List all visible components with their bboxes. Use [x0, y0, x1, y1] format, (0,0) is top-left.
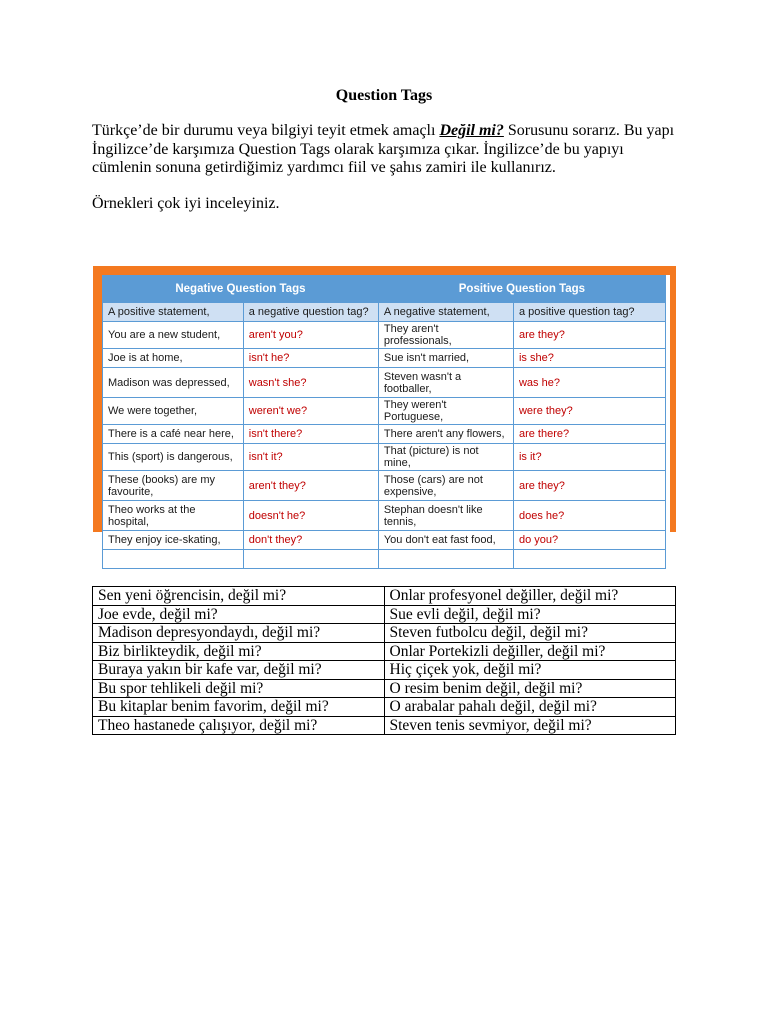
page-title: Question Tags	[335, 87, 433, 104]
tag-cell: aren't you?	[243, 322, 378, 349]
tag-cell: isn't it?	[243, 444, 378, 471]
tag-cell: aren't they?	[243, 471, 378, 501]
statement-cell: We were together,	[103, 398, 244, 425]
translation-cell: O resim benim değil, değil mi?	[384, 679, 676, 698]
translation-row	[93, 587, 676, 606]
translation-cell: Onlar profesyonel değiller, değil mi?	[384, 587, 676, 606]
intro-text-2: Sorusunu sorarız. Bu yapı İngilizce’de karşımıza Question Tags olarak karşımıza çıkar. İngilizce’de bu yapıyı cümlenin sonuna getirdiğimiz yardımcı fiil ve şahıs zamiri ile kullanırız.	[92, 122, 675, 176]
subheader-cell: a negative question tag?	[243, 303, 378, 322]
translation-cell: Sen yeni öğrencisin, değil mi?	[93, 587, 385, 606]
table-row	[103, 349, 666, 368]
statement-cell: This (sport) is dangerous,	[103, 444, 244, 471]
tag-cell: is she?	[513, 349, 665, 368]
translation-row	[93, 698, 676, 717]
tag-cell: was he?	[513, 368, 665, 398]
translation-row	[93, 605, 676, 624]
translation-row	[93, 624, 676, 643]
question-tags-image	[93, 266, 676, 546]
statement-cell: Madison was depressed,	[103, 368, 244, 398]
table-row	[103, 425, 666, 444]
tag-cell: weren't we?	[243, 398, 378, 425]
empty-cell	[378, 550, 513, 569]
table-row	[103, 471, 666, 501]
question-tags-table	[102, 275, 666, 569]
translation-row	[93, 716, 676, 735]
translation-cell: Onlar Portekizli değiller, değil mi?	[384, 642, 676, 661]
table-row	[103, 501, 666, 531]
translation-row	[93, 642, 676, 661]
table-row-cut	[103, 550, 666, 569]
table-row	[103, 368, 666, 398]
statement-cell: You don't eat fast food,	[378, 531, 513, 550]
statement-cell: They aren't professionals,	[378, 322, 513, 349]
tag-cell: do you?	[513, 531, 665, 550]
tags-subheader-row	[103, 303, 666, 322]
tag-cell: isn't he?	[243, 349, 378, 368]
tag-cell: doesn't he?	[243, 501, 378, 531]
statement-cell: That (picture) is not mine,	[378, 444, 513, 471]
translation-cell: Steven futbolcu değil, değil mi?	[384, 624, 676, 643]
statement-cell: Steven wasn't a footballer,	[378, 368, 513, 398]
intro-paragraph	[92, 122, 682, 178]
table-row	[103, 322, 666, 349]
negative-tags-header: Negative Question Tags	[103, 276, 379, 303]
examples-note: Örnekleri çok iyi inceleyiniz.	[92, 195, 280, 212]
subheader-cell: A positive statement,	[103, 303, 244, 322]
empty-cell	[103, 550, 244, 569]
translation-cell: Buraya yakın bir kafe var, değil mi?	[93, 661, 385, 680]
empty-cell	[513, 550, 665, 569]
tags-header-row	[103, 276, 666, 303]
statement-cell: Those (cars) are not expensive,	[378, 471, 513, 501]
translation-table	[92, 586, 676, 735]
translation-cell: Madison depresyondaydı, değil mi?	[93, 624, 385, 643]
subheader-cell: a positive question tag?	[513, 303, 665, 322]
statement-cell: Theo works at the hospital,	[103, 501, 244, 531]
statement-cell: They weren't Portuguese,	[378, 398, 513, 425]
statement-cell: These (books) are my favourite,	[103, 471, 244, 501]
tag-cell: are there?	[513, 425, 665, 444]
statement-cell: There aren't any flowers,	[378, 425, 513, 444]
statement-cell: Joe is at home,	[103, 349, 244, 368]
translation-cell: Hiç çiçek yok, değil mi?	[384, 661, 676, 680]
statement-cell: There is a café near here,	[103, 425, 244, 444]
intro-emphasis: Değil mi?	[439, 122, 504, 139]
statement-cell: Stephan doesn't like tennis,	[378, 501, 513, 531]
intro-text-1: Türkçe’de bir durumu veya bilgiyi teyit etmek amaçlı	[92, 122, 440, 139]
empty-cell	[243, 550, 378, 569]
statement-cell: You are a new student,	[103, 322, 244, 349]
tag-cell: were they?	[513, 398, 665, 425]
translation-cell: Joe evde, değil mi?	[93, 605, 385, 624]
tag-cell: does he?	[513, 501, 665, 531]
tag-cell: is it?	[513, 444, 665, 471]
translation-cell: O arabalar pahalı değil, değil mi?	[384, 698, 676, 717]
table-row	[103, 444, 666, 471]
translation-cell: Sue evli değil, değil mi?	[384, 605, 676, 624]
translation-cell: Steven tenis sevmiyor, değil mi?	[384, 716, 676, 735]
translation-cell: Biz birlikteydik, değil mi?	[93, 642, 385, 661]
subheader-cell: A negative statement,	[378, 303, 513, 322]
translation-cell: Bu kitaplar benim favorim, değil mi?	[93, 698, 385, 717]
question-tags-image-inner	[102, 275, 670, 546]
table-row	[103, 398, 666, 425]
tag-cell: isn't there?	[243, 425, 378, 444]
translation-row	[93, 679, 676, 698]
translation-row	[93, 661, 676, 680]
tag-cell: are they?	[513, 471, 665, 501]
tag-cell: wasn't she?	[243, 368, 378, 398]
positive-tags-header: Positive Question Tags	[378, 276, 665, 303]
tag-cell: don't they?	[243, 531, 378, 550]
statement-cell: They enjoy ice-skating,	[103, 531, 244, 550]
translation-cell: Bu spor tehlikeli değil mi?	[93, 679, 385, 698]
statement-cell: Sue isn't married,	[378, 349, 513, 368]
table-row	[103, 531, 666, 550]
translation-cell: Theo hastanede çalışıyor, değil mi?	[93, 716, 385, 735]
tag-cell: are they?	[513, 322, 665, 349]
